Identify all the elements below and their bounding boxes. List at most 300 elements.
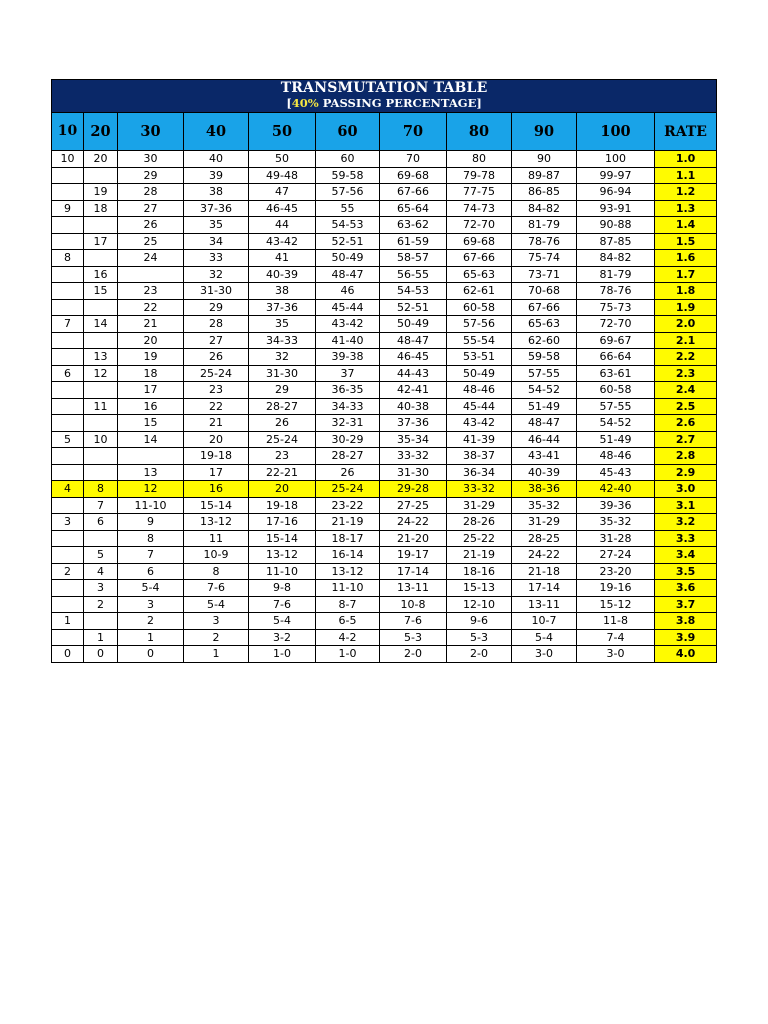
rate-cell: 3.4 [655, 547, 717, 564]
score-cell: 12 [84, 365, 118, 382]
table-row [52, 514, 717, 531]
score-cell: 7 [52, 316, 84, 333]
rate-cell: 1.4 [655, 217, 717, 234]
score-cell: 29 [249, 382, 316, 399]
score-cell: 11-10 [118, 497, 184, 514]
score-cell: 28-27 [316, 448, 380, 465]
score-cell: 100 [577, 151, 655, 168]
score-cell: 24-22 [512, 547, 577, 564]
score-cell: 48-46 [447, 382, 512, 399]
score-cell: 5-4 [249, 613, 316, 630]
score-cell: 24 [118, 250, 184, 267]
title-row [52, 80, 717, 113]
table-row [52, 415, 717, 432]
score-cell [52, 464, 84, 481]
table-row [52, 547, 717, 564]
score-cell: 0 [52, 646, 84, 663]
score-cell: 48-47 [512, 415, 577, 432]
score-cell: 54-53 [316, 217, 380, 234]
score-cell: 37-36 [184, 200, 249, 217]
score-cell: 17 [118, 382, 184, 399]
score-cell: 67-66 [447, 250, 512, 267]
table-row [52, 167, 717, 184]
score-cell: 4 [84, 563, 118, 580]
score-cell: 46-44 [512, 431, 577, 448]
score-cell: 46-45 [249, 200, 316, 217]
score-cell [52, 448, 84, 465]
score-cell: 21-20 [380, 530, 447, 547]
score-cell: 5-3 [380, 629, 447, 646]
score-cell: 15-12 [577, 596, 655, 613]
score-cell: 40 [184, 151, 249, 168]
score-cell: 37 [316, 365, 380, 382]
score-cell: 18-16 [447, 563, 512, 580]
header-rate: RATE [655, 113, 717, 151]
score-cell: 21-18 [512, 563, 577, 580]
score-cell: 20 [249, 481, 316, 498]
passing-percentage: 40% [291, 96, 319, 110]
score-cell: 7 [84, 497, 118, 514]
header-row [52, 113, 717, 151]
score-cell: 6 [118, 563, 184, 580]
score-cell: 52-51 [316, 233, 380, 250]
score-cell [52, 349, 84, 366]
score-cell [84, 299, 118, 316]
score-cell: 16 [118, 398, 184, 415]
subtitle-open-bracket: [ [286, 96, 292, 110]
score-cell: 16 [184, 481, 249, 498]
score-cell: 31-30 [380, 464, 447, 481]
score-cell [84, 217, 118, 234]
score-cell: 12 [118, 481, 184, 498]
score-cell: 22 [118, 299, 184, 316]
table-body [52, 151, 717, 663]
score-cell: 2 [52, 563, 84, 580]
score-cell: 17-14 [512, 580, 577, 597]
rate-cell: 1.8 [655, 283, 717, 300]
score-cell: 22-21 [249, 464, 316, 481]
score-cell [84, 167, 118, 184]
score-cell: 5-4 [118, 580, 184, 597]
rate-cell: 3.7 [655, 596, 717, 613]
header-score-60: 60 [316, 113, 380, 151]
score-cell: 26 [184, 349, 249, 366]
rate-cell: 3.8 [655, 613, 717, 630]
score-cell: 1-0 [249, 646, 316, 663]
score-cell: 17-16 [249, 514, 316, 531]
score-cell: 9-6 [447, 613, 512, 630]
score-cell: 29 [184, 299, 249, 316]
score-cell: 44-43 [380, 365, 447, 382]
table-row [52, 250, 717, 267]
score-cell: 44 [249, 217, 316, 234]
score-cell: 96-94 [577, 184, 655, 201]
transmutation-table [51, 79, 717, 663]
score-cell [52, 596, 84, 613]
score-cell: 16 [84, 266, 118, 283]
score-cell: 16-14 [316, 547, 380, 564]
score-cell: 60-58 [447, 299, 512, 316]
score-cell: 50-49 [380, 316, 447, 333]
score-cell: 57-56 [316, 184, 380, 201]
score-cell: 3 [52, 514, 84, 531]
score-cell: 43-41 [512, 448, 577, 465]
table-row [52, 283, 717, 300]
score-cell: 25-24 [249, 431, 316, 448]
score-cell: 10-8 [380, 596, 447, 613]
table-row [52, 629, 717, 646]
score-cell: 3 [184, 613, 249, 630]
score-cell: 21 [184, 415, 249, 432]
score-cell: 50 [249, 151, 316, 168]
score-cell: 67-66 [380, 184, 447, 201]
score-cell: 49-48 [249, 167, 316, 184]
score-cell [84, 530, 118, 547]
score-cell: 81-79 [512, 217, 577, 234]
score-cell: 45-44 [316, 299, 380, 316]
score-cell: 60-58 [577, 382, 655, 399]
score-cell: 7-4 [577, 629, 655, 646]
score-cell: 13-12 [316, 563, 380, 580]
score-cell: 15-13 [447, 580, 512, 597]
score-cell: 10-7 [512, 613, 577, 630]
score-cell: 69-68 [380, 167, 447, 184]
score-cell: 86-85 [512, 184, 577, 201]
score-cell: 7-6 [380, 613, 447, 630]
header-score-90: 90 [512, 113, 577, 151]
score-cell: 50-49 [316, 250, 380, 267]
score-cell: 27-25 [380, 497, 447, 514]
score-cell: 21-19 [447, 547, 512, 564]
rate-cell: 2.0 [655, 316, 717, 333]
score-cell: 1 [184, 646, 249, 663]
score-cell: 6-5 [316, 613, 380, 630]
table-row [52, 332, 717, 349]
score-cell: 4-2 [316, 629, 380, 646]
table-row [52, 580, 717, 597]
score-cell: 42-40 [577, 481, 655, 498]
score-cell: 3 [118, 596, 184, 613]
score-cell: 54-52 [577, 415, 655, 432]
score-cell [52, 283, 84, 300]
score-cell: 31-30 [184, 283, 249, 300]
score-cell: 38-36 [512, 481, 577, 498]
score-cell: 23 [118, 283, 184, 300]
score-cell: 35-34 [380, 431, 447, 448]
score-cell: 7-6 [249, 596, 316, 613]
score-cell: 43-42 [316, 316, 380, 333]
score-cell: 8 [52, 250, 84, 267]
score-cell: 74-73 [447, 200, 512, 217]
score-cell [84, 250, 118, 267]
score-cell: 13-12 [249, 547, 316, 564]
score-cell: 80 [447, 151, 512, 168]
table-subtitle [52, 96, 716, 111]
score-cell: 8 [84, 481, 118, 498]
score-cell: 13-11 [380, 580, 447, 597]
score-cell: 41 [249, 250, 316, 267]
score-cell: 72-70 [577, 316, 655, 333]
score-cell [52, 233, 84, 250]
score-cell: 28-25 [512, 530, 577, 547]
subtitle-text: PASSING PERCENTAGE] [318, 96, 482, 110]
score-cell: 55-54 [447, 332, 512, 349]
score-cell: 41-40 [316, 332, 380, 349]
score-cell: 11-10 [249, 563, 316, 580]
table-row [52, 316, 717, 333]
score-cell: 36-34 [447, 464, 512, 481]
score-cell: 54-52 [512, 382, 577, 399]
score-cell: 14 [118, 431, 184, 448]
score-cell: 7 [118, 547, 184, 564]
score-cell: 51-49 [577, 431, 655, 448]
score-cell [52, 299, 84, 316]
score-cell: 10 [52, 151, 84, 168]
header-score-50: 50 [249, 113, 316, 151]
score-cell: 77-75 [447, 184, 512, 201]
table-row [52, 431, 717, 448]
score-cell: 40-39 [249, 266, 316, 283]
table-row [52, 464, 717, 481]
score-cell: 90 [512, 151, 577, 168]
rate-cell: 4.0 [655, 646, 717, 663]
score-cell: 3-0 [577, 646, 655, 663]
score-cell: 3 [84, 580, 118, 597]
table-row [52, 448, 717, 465]
score-cell: 17 [184, 464, 249, 481]
score-cell: 33-32 [380, 448, 447, 465]
score-cell: 31-29 [512, 514, 577, 531]
score-cell: 0 [118, 646, 184, 663]
score-cell: 19-17 [380, 547, 447, 564]
score-cell: 42-41 [380, 382, 447, 399]
score-cell: 31-30 [249, 365, 316, 382]
score-cell [84, 464, 118, 481]
score-cell: 35 [184, 217, 249, 234]
score-cell: 40-38 [380, 398, 447, 415]
score-cell: 87-85 [577, 233, 655, 250]
score-cell: 38-37 [447, 448, 512, 465]
header-score-80: 80 [447, 113, 512, 151]
header-score-70: 70 [380, 113, 447, 151]
score-cell: 32-31 [316, 415, 380, 432]
score-cell: 17-14 [380, 563, 447, 580]
score-cell: 56-55 [380, 266, 447, 283]
score-cell: 34 [184, 233, 249, 250]
rate-cell: 3.0 [655, 481, 717, 498]
score-cell: 8 [118, 530, 184, 547]
rate-cell: 2.4 [655, 382, 717, 399]
score-cell: 1-0 [316, 646, 380, 663]
rate-cell: 1.3 [655, 200, 717, 217]
score-cell: 79-78 [447, 167, 512, 184]
score-cell: 11 [184, 530, 249, 547]
score-cell: 70-68 [512, 283, 577, 300]
score-cell [84, 613, 118, 630]
rate-cell: 1.5 [655, 233, 717, 250]
score-cell [52, 580, 84, 597]
table-row [52, 481, 717, 498]
score-cell: 15-14 [249, 530, 316, 547]
score-cell: 18 [118, 365, 184, 382]
score-cell: 61-59 [380, 233, 447, 250]
score-cell: 57-56 [447, 316, 512, 333]
score-cell: 3-0 [512, 646, 577, 663]
score-cell: 34-33 [316, 398, 380, 415]
rate-cell: 1.7 [655, 266, 717, 283]
score-cell: 29-28 [380, 481, 447, 498]
score-cell [52, 547, 84, 564]
score-cell: 27 [118, 200, 184, 217]
score-cell [52, 530, 84, 547]
table-row [52, 349, 717, 366]
score-cell: 26 [316, 464, 380, 481]
score-cell: 9 [118, 514, 184, 531]
score-cell: 23-22 [316, 497, 380, 514]
score-cell: 75-73 [577, 299, 655, 316]
header-score-30: 30 [118, 113, 184, 151]
score-cell: 13-11 [512, 596, 577, 613]
score-cell [84, 415, 118, 432]
score-cell: 69-67 [577, 332, 655, 349]
table-row [52, 596, 717, 613]
rate-cell: 1.2 [655, 184, 717, 201]
score-cell: 59-58 [316, 167, 380, 184]
score-cell: 11 [84, 398, 118, 415]
table-row [52, 646, 717, 663]
score-cell [52, 184, 84, 201]
table-row [52, 497, 717, 514]
header-score-40: 40 [184, 113, 249, 151]
score-cell: 47 [249, 184, 316, 201]
score-cell: 22 [184, 398, 249, 415]
score-cell: 15 [118, 415, 184, 432]
score-cell: 26 [249, 415, 316, 432]
score-cell: 13 [118, 464, 184, 481]
score-cell: 62-60 [512, 332, 577, 349]
table-row [52, 217, 717, 234]
score-cell: 6 [84, 514, 118, 531]
score-cell: 23 [249, 448, 316, 465]
score-cell: 65-63 [447, 266, 512, 283]
score-cell: 24-22 [380, 514, 447, 531]
score-cell: 23 [184, 382, 249, 399]
score-cell: 21 [118, 316, 184, 333]
score-cell: 19-18 [249, 497, 316, 514]
score-cell: 29 [118, 167, 184, 184]
table-row [52, 365, 717, 382]
score-cell: 21-19 [316, 514, 380, 531]
score-cell: 78-76 [512, 233, 577, 250]
score-cell: 14 [84, 316, 118, 333]
score-cell: 35-32 [512, 497, 577, 514]
score-cell: 5-3 [447, 629, 512, 646]
score-cell: 84-82 [577, 250, 655, 267]
score-cell: 8-7 [316, 596, 380, 613]
score-cell: 62-61 [447, 283, 512, 300]
score-cell [84, 448, 118, 465]
score-cell: 18-17 [316, 530, 380, 547]
score-cell: 19 [84, 184, 118, 201]
score-cell: 50-49 [447, 365, 512, 382]
score-cell: 6 [52, 365, 84, 382]
score-cell: 48-47 [380, 332, 447, 349]
header-score-20: 20 [84, 113, 118, 151]
score-cell: 27 [184, 332, 249, 349]
score-cell: 17 [84, 233, 118, 250]
score-cell: 65-63 [512, 316, 577, 333]
score-cell: 40-39 [512, 464, 577, 481]
rate-cell: 2.3 [655, 365, 717, 382]
score-cell: 25-22 [447, 530, 512, 547]
score-cell [84, 332, 118, 349]
score-cell: 63-61 [577, 365, 655, 382]
score-cell: 43-42 [447, 415, 512, 432]
score-cell: 5 [52, 431, 84, 448]
rate-cell: 3.9 [655, 629, 717, 646]
score-cell: 30 [118, 151, 184, 168]
score-cell: 78-76 [577, 283, 655, 300]
score-cell [52, 382, 84, 399]
score-cell [52, 217, 84, 234]
rate-cell: 1.1 [655, 167, 717, 184]
score-cell: 57-55 [512, 365, 577, 382]
score-cell: 7-6 [184, 580, 249, 597]
score-cell: 52-51 [380, 299, 447, 316]
score-cell: 55 [316, 200, 380, 217]
score-cell: 99-97 [577, 167, 655, 184]
score-cell: 27-24 [577, 547, 655, 564]
score-cell: 93-91 [577, 200, 655, 217]
score-cell: 37-36 [380, 415, 447, 432]
rate-cell: 1.6 [655, 250, 717, 267]
score-cell: 28 [118, 184, 184, 201]
score-cell: 2 [118, 613, 184, 630]
score-cell: 28-27 [249, 398, 316, 415]
score-cell: 48-46 [577, 448, 655, 465]
score-cell: 90-88 [577, 217, 655, 234]
header-score-10: 10 [52, 113, 84, 151]
score-cell: 46 [316, 283, 380, 300]
score-cell: 13 [84, 349, 118, 366]
rate-cell: 2.6 [655, 415, 717, 432]
score-cell: 8 [184, 563, 249, 580]
score-cell [52, 415, 84, 432]
score-cell: 35 [249, 316, 316, 333]
table-row [52, 266, 717, 283]
table-row [52, 613, 717, 630]
score-cell: 3-2 [249, 629, 316, 646]
rate-cell: 2.1 [655, 332, 717, 349]
score-cell: 84-82 [512, 200, 577, 217]
score-cell: 15-14 [184, 497, 249, 514]
score-cell: 19-18 [184, 448, 249, 465]
score-cell: 33-32 [447, 481, 512, 498]
score-cell: 2-0 [447, 646, 512, 663]
score-cell: 0 [84, 646, 118, 663]
score-cell: 20 [184, 431, 249, 448]
score-cell: 38 [249, 283, 316, 300]
score-cell: 20 [118, 332, 184, 349]
table-title: TRANSMUTATION TABLE [280, 80, 488, 96]
table-row [52, 530, 717, 547]
score-cell: 20 [84, 151, 118, 168]
score-cell: 11-8 [577, 613, 655, 630]
score-cell: 32 [249, 349, 316, 366]
table-row [52, 184, 717, 201]
score-cell: 51-49 [512, 398, 577, 415]
score-cell: 38 [184, 184, 249, 201]
